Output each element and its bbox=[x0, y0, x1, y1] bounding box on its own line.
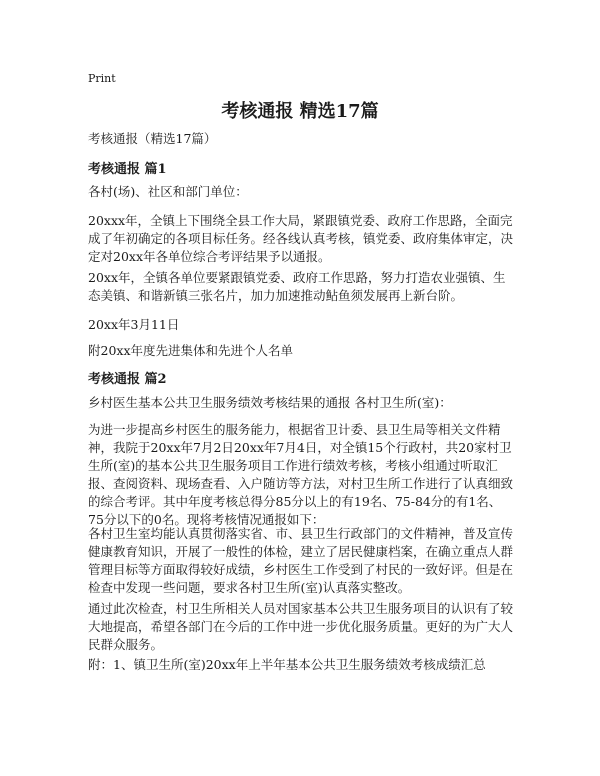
section-1-paragraph: 20xxx年，全镇上下围绕全县工作大局，紧跟镇党委、政府工作思路，全面完成了年初确定的各项目标任务。经各线认真考核，镇党委、政府集体审定，决定对20xx年各单位综合考评结果予以通报。 bbox=[88, 213, 514, 264]
document-subtitle: 考核通报（精选17篇） bbox=[88, 131, 217, 146]
section-2-heading: 考核通报 篇2 bbox=[88, 372, 167, 387]
section-1-date: 20xx年3月11日 bbox=[88, 317, 180, 332]
section-1-paragraph: 20xx年，全镇各单位要紧跟镇党委、政府工作思路，努力打造农业强镇、生态美镇、和谐新镇三张名片，加力加速推动鲇鱼须发展再上新台阶。 bbox=[88, 270, 506, 303]
section-2-attachment: 附：1、镇卫生所(室)20xx年上半年基本公共卫生服务绩效考核成绩汇总 bbox=[88, 657, 486, 672]
section-1-attachment: 附20xx年度先进集体和先进个人名单 bbox=[88, 343, 294, 358]
page-title: 考核通报 精选17篇 bbox=[221, 101, 379, 122]
section-2-paragraph: 通过此次检查，村卫生所相关人员对国家基本公共卫生服务项目的认识有了较大地提高，希望各部门在今后的工作中进一步优化服务质量。更好的为广大人民群众服务。 bbox=[88, 601, 514, 652]
section-2-paragraph: 各村卫生室均能认真贯彻落实省、市、县卫生行政部门的文件精神，普及宣传健康教育知识，开展了一般性的体检，建立了居民健康档案，在确立重点人群管理目标等方面取得较好成绩，乡村医生工作受到了村民的一致好评。但是在检查中发现一些问题，要求各村卫生所(室)认真落实整改。 bbox=[88, 526, 514, 595]
section-1-paragraph: 各村(场)、社区和部门单位： bbox=[88, 184, 248, 199]
section-2-paragraph: 乡村医生基本公共卫生服务绩效考核结果的通报 各村卫生所(室)： bbox=[88, 395, 452, 410]
print-label: Print bbox=[88, 72, 116, 85]
section-2-paragraph: 为进一步提高乡村医生的服务能力，根据省卫计委、县卫生局等相关文件精神，我院于20xx年7月2日20xx年7月4日，对全镇15个行政村，共20家村卫生所(室)的基本公共卫生服务项目工作进行绩效考核，考核小组通过听取汇报、查阅资料、现场查看、入户随访等方法，对村卫生所工作进行了认真细致的综合考评。其中年度考核总得分85分以上的有19名、75-84分的有1名、75分以下的0名。现将考核情况通报如下： bbox=[88, 422, 514, 527]
section-1-heading: 考核通报 篇1 bbox=[88, 162, 167, 177]
